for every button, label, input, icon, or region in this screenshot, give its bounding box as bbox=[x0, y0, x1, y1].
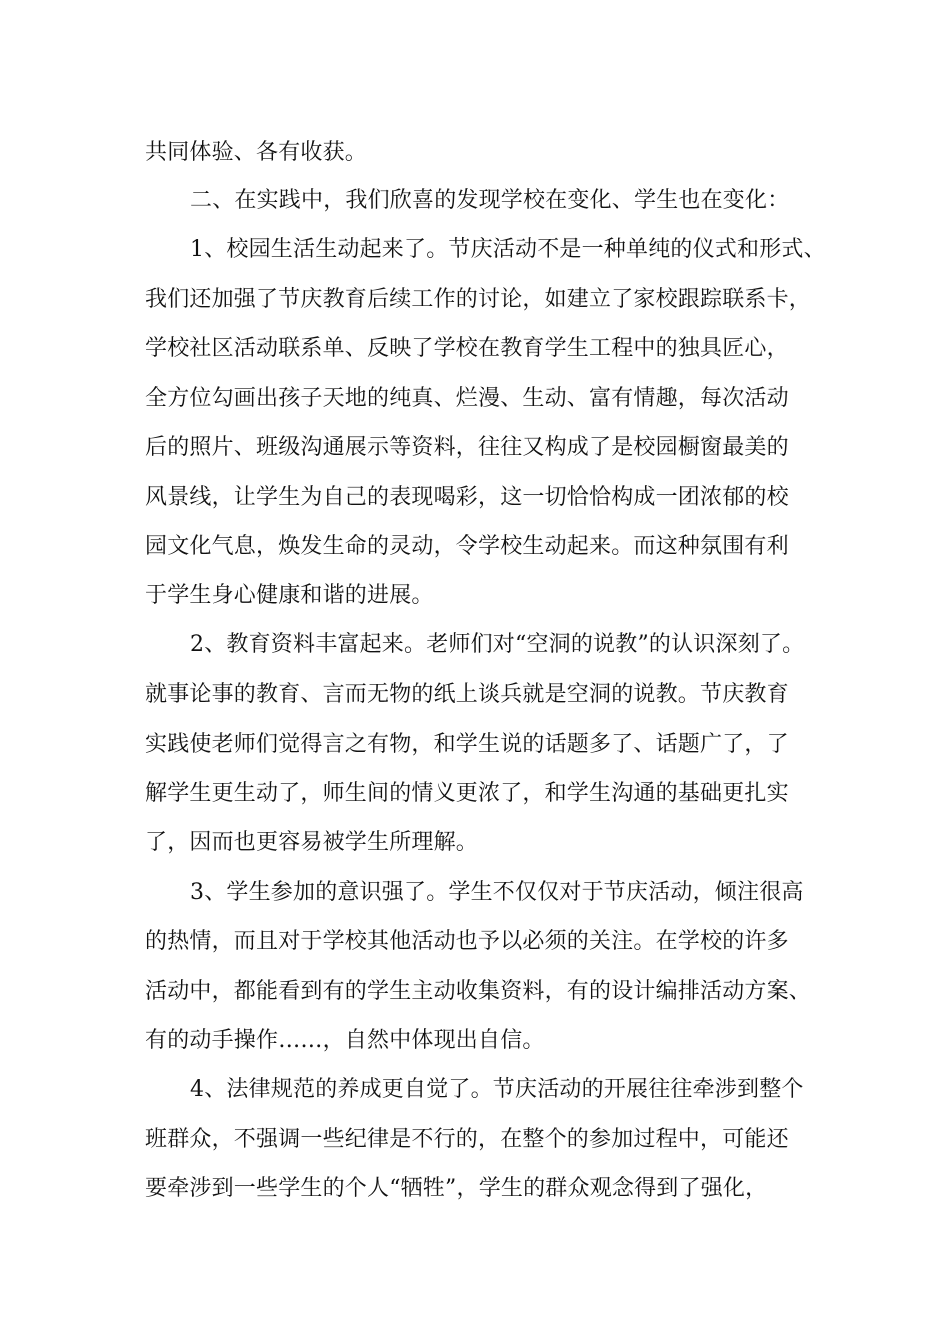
paragraph-line: 1、校园生活生动起来了。节庆活动不是一种单纯的仪式和形式、 bbox=[190, 237, 826, 262]
paragraph-line: 3、学生参加的意识强了。学生不仅仅对于节庆活动，倾注很高 bbox=[190, 880, 804, 905]
paragraph-line: 于学生身心健康和谐的进展。 bbox=[145, 583, 434, 608]
paragraph-line: 风景线，让学生为自己的表现喝彩，这一切恰恰构成一团浓郁的校 bbox=[145, 485, 789, 510]
paragraph-line: 共同体验、各有收获。 bbox=[145, 140, 368, 165]
paragraph-line: 的热情，而且对于学校其他活动也予以必须的关注。在学校的许多 bbox=[145, 929, 789, 954]
paragraph-line: 实践使老师们觉得言之有物，和学生说的话题多了、话题广了，了 bbox=[145, 732, 789, 757]
paragraph-line: 后的照片、班级沟通展示等资料，往往又构成了是校园橱窗最美的 bbox=[145, 435, 789, 460]
paragraph-line: 了，因而也更容易被学生所理解。 bbox=[145, 830, 479, 855]
paragraph-line: 有的动手操作……，自然中体现出自信。 bbox=[145, 1028, 545, 1053]
paragraph-line: 4、法律规范的养成更自觉了。节庆活动的开展往往牵涉到整个 bbox=[190, 1077, 804, 1102]
paragraph-line: 我们还加强了节庆教育后续工作的讨论，如建立了家校跟踪联系卡， bbox=[145, 287, 812, 312]
section-heading: 二、在实践中，我们欣喜的发现学校在变化、学生也在变化： bbox=[190, 188, 790, 213]
paragraph-line: 2、教育资料丰富起来。老师们对“空洞的说教”的认识深刻了。 bbox=[190, 632, 805, 657]
paragraph-line: 全方位勾画出孩子天地的纯真、烂漫、生动、富有情趣，每次活动 bbox=[145, 386, 789, 411]
paragraph-line: 园文化气息，焕发生命的灵动，令学校生动起来。而这种氛围有利 bbox=[145, 534, 789, 559]
paragraph-line: 班群众，不强调一些纪律是不行的，在整个的参加过程中，可能还 bbox=[145, 1127, 789, 1152]
paragraph-line: 活动中，都能看到有的学生主动收集资料，有的设计编排活动方案、 bbox=[145, 979, 812, 1004]
paragraph-line: 要牵涉到一些学生的个人“牺牲”，学生的群众观念得到了强化， bbox=[145, 1176, 768, 1201]
paragraph-line: 学校社区活动联系单、反映了学校在教育学生工程中的独具匠心， bbox=[145, 336, 789, 361]
paragraph-line: 解学生更生动了，师生间的情义更浓了，和学生沟通的基础更扎实 bbox=[145, 781, 789, 806]
paragraph-line: 就事论事的教育、言而无物的纸上谈兵就是空洞的说教。节庆教育 bbox=[145, 682, 789, 707]
